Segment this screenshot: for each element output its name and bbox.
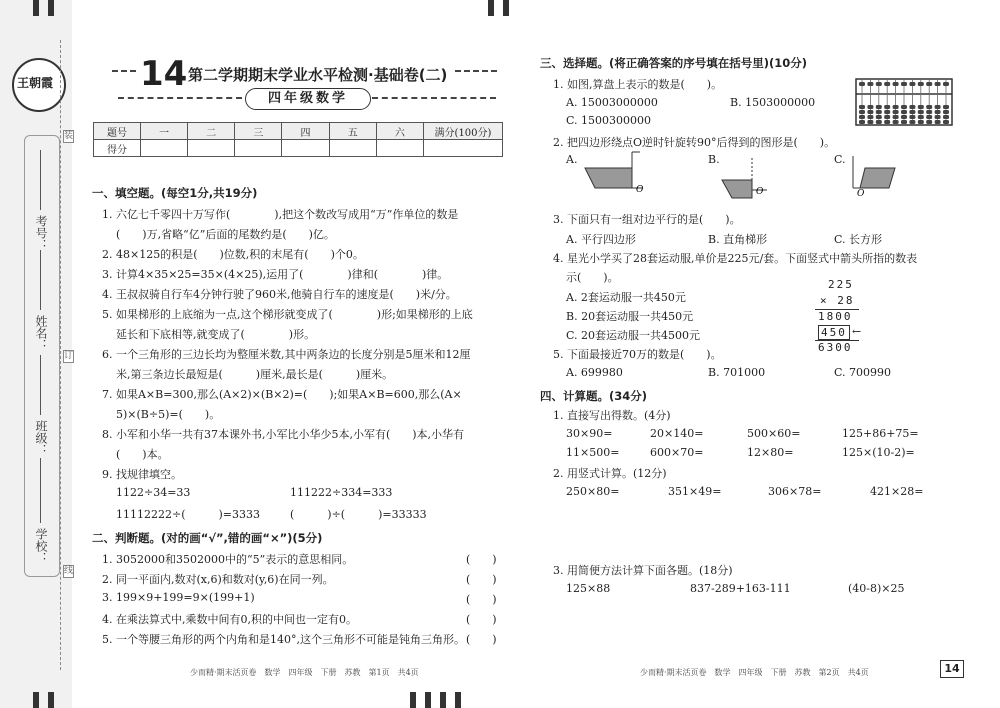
s1-line: 7. 如果A×B=300,那么(A×2)×(B×2)=( );如果A×B=600,那么(A× (102, 388, 462, 401)
abacus-bead (918, 110, 924, 114)
section-3-heading: 三、选择题。(将正确答案的序号填在括号里)(10分) (540, 56, 808, 70)
calc-multiplicand: 225 (828, 278, 854, 291)
bottom-marks-left (33, 692, 54, 708)
q4-text-cont: 示( )。 (566, 271, 619, 284)
abacus-bead (943, 110, 949, 114)
table-cell: 二 (188, 123, 235, 140)
logo-text: 王朝霞 (17, 76, 54, 90)
page-subtitle: 四年级数学 (245, 88, 371, 110)
abacus-bead (893, 82, 899, 86)
binding-mark-3: 线 (64, 566, 74, 576)
score-cell[interactable] (188, 140, 235, 157)
s1-line: 2. 48×125的积是( )位数,积的末尾有( )个0。 (102, 248, 364, 261)
abacus-bead (893, 115, 899, 119)
abacus-bead (893, 110, 899, 114)
abacus-bead (901, 110, 907, 114)
s1-line: 米,第三条边长最短是( )厘米,最长是( )厘米。 (116, 368, 394, 381)
abacus-bead (859, 120, 865, 124)
abacus-bead (901, 82, 907, 86)
section-4-heading: 四、计算题。(34分) (540, 389, 648, 403)
pattern-item: ( )÷( )=33333 (290, 508, 427, 521)
vertical-item: 421×28= (870, 485, 924, 498)
abacus-bead (918, 82, 924, 86)
point-o-label: O (756, 187, 764, 197)
abacus-bead (926, 105, 932, 109)
abacus-bead (884, 82, 890, 86)
calc-partial-1: 1800 (818, 310, 853, 323)
s1-line: 1. 六亿七千零四十万写作( ),把这个数改写成用“万”作单位的数是 (102, 208, 459, 221)
abacus-bead (859, 110, 865, 114)
abacus-bead (901, 105, 907, 109)
judge-blank[interactable]: ( ) (466, 613, 497, 626)
q3-text: 3. 下面只有一组对边平行的是( )。 (553, 213, 741, 226)
abacus-bead (876, 110, 882, 114)
s4-2-text: 2. 用竖式计算。(12分) (553, 467, 667, 480)
q5-option-a: A. 699980 (566, 366, 623, 379)
oral-calc: 125+86+75= (842, 427, 919, 440)
abacus-bead (935, 120, 941, 124)
simplify-item: (40-8)×25 (848, 582, 905, 595)
q2-option-a: A. (566, 153, 578, 166)
score-header-row (94, 123, 503, 140)
abacus-bead (943, 105, 949, 109)
title-dash-right (455, 70, 497, 72)
s2-line: 1. 3052000和3502000中的“5”表示的意思相同。 (102, 553, 354, 566)
binding-line (60, 40, 61, 670)
q5-option-b: B. 701000 (708, 366, 766, 379)
abacus-figure (855, 78, 953, 126)
abacus-bead (918, 115, 924, 119)
name-label: 姓名： (34, 315, 48, 351)
pattern-item: 11112222÷( )=3333 (116, 508, 260, 521)
s4-1-text: 1. 直接写出得数。(4分) (553, 409, 671, 422)
title-dash-left (112, 70, 136, 72)
table-cell: 题号 (94, 123, 141, 140)
score-cell[interactable] (282, 140, 329, 157)
page-number: 14 (940, 660, 964, 678)
oral-calc: 125×(10-2)= (842, 446, 915, 459)
q1-option-b: B. 1503000000 (730, 96, 816, 109)
abacus-bead (884, 120, 890, 124)
oral-calc: 30×90= (566, 427, 613, 440)
abacus-bead (926, 120, 932, 124)
exam-number-line[interactable] (40, 150, 41, 210)
abacus-bead (935, 105, 941, 109)
abacus-bead (926, 115, 932, 119)
page-footer-left: 少而精·期末活页卷 数学 四年级 下册 苏教 第1页 共4页 (190, 668, 419, 677)
s1-line: 9. 找规律填空。 (102, 468, 182, 481)
abacus-bead (859, 115, 865, 119)
rotation-figure-a (580, 148, 650, 200)
abacus-bead (901, 115, 907, 119)
q4-option-b: B. 20套运动服一共450元 (566, 310, 694, 323)
q2-option-c: C. (834, 153, 846, 166)
abacus-bead (867, 110, 873, 114)
calc-product: 6300 (818, 341, 853, 354)
pattern-item: 1122÷34=33 (116, 486, 191, 499)
s1-line: 6. 一个三角形的三边长均为整厘米数,其中两条边的长度分别是5厘米和12厘 (102, 348, 471, 361)
oral-calc: 11×500= (566, 446, 620, 459)
q2-text: 2. 把四边形绕点O逆时针旋转90°后得到的图形是( )。 (553, 136, 836, 149)
abacus-bead (926, 82, 932, 86)
q3-option-c: C. 长方形 (834, 233, 883, 246)
s4-3-text: 3. 用简便方法计算下面各题。(18分) (553, 564, 733, 577)
s1-line: ( )本。 (116, 448, 169, 461)
abacus-bead (901, 120, 907, 124)
abacus-bead (884, 115, 890, 119)
score-cell[interactable] (329, 140, 376, 157)
school-line[interactable] (40, 458, 41, 523)
q4-text: 4. 星光小学买了28套运动服,单价是225元/套。下面竖式中箭头所指的数表 (553, 252, 918, 265)
q1-text: 1. 如图,算盘上表示的数是( )。 (553, 78, 723, 91)
binding-mark-2: 订 (64, 351, 74, 361)
table-cell: 一 (141, 123, 188, 140)
bottom-marks-center (410, 692, 461, 708)
section-1-heading: 一、填空题。(每空1分,共19分) (92, 186, 258, 200)
q4-option-a: A. 2套运动服一共450元 (566, 291, 686, 304)
abacus-bead (876, 82, 882, 86)
name-line[interactable] (40, 250, 41, 310)
abacus-bead (935, 82, 941, 86)
abacus-bead (884, 105, 890, 109)
student-info-box (24, 135, 60, 577)
simplify-item: 125×88 (566, 582, 611, 595)
test-number: 14 (140, 54, 188, 94)
abacus-bead (943, 115, 949, 119)
abacus-bead (918, 120, 924, 124)
abacus-bead (909, 115, 915, 119)
rotation-figure-b (712, 150, 782, 202)
binding-mark-1: 装 (64, 131, 74, 141)
table-cell: 四 (282, 123, 329, 140)
judge-blank[interactable]: ( ) (466, 633, 497, 646)
abacus-bead (909, 110, 915, 114)
abacus-bead (867, 82, 873, 86)
abacus-bead (876, 120, 882, 124)
s2-line: 4. 在乘法算式中,乘数中间有0,积的中间也一定有0。 (102, 613, 357, 626)
abacus-bead (859, 105, 865, 109)
score-cell[interactable] (376, 140, 423, 157)
oral-calc: 500×60= (747, 427, 801, 440)
s2-line: 2. 同一平面内,数对(x,6)和数对(y,6)在同一列。 (102, 573, 334, 586)
abacus-bead (867, 115, 873, 119)
judge-blank[interactable]: ( ) (466, 573, 497, 586)
school-label: 学校： (34, 528, 48, 564)
q3-option-b: B. 直角梯形 (708, 233, 768, 246)
class-line[interactable] (40, 355, 41, 415)
score-row (94, 140, 503, 157)
abacus-bead (935, 115, 941, 119)
rotation-figure-c (845, 148, 915, 200)
score-cell[interactable] (141, 140, 188, 157)
exam-number-label: 考号： (34, 215, 48, 251)
abacus-bead (867, 120, 873, 124)
s2-line: 3. 199×9+199=9×(199+1) (102, 591, 255, 604)
section-2-heading: 二、判断题。(对的画“√”,错的画“×”)(5分) (92, 531, 323, 545)
abacus-bead (935, 110, 941, 114)
class-label: 班级： (34, 420, 48, 456)
s1-line: ( )万,省略“亿”后面的尾数约是( )亿。 (116, 228, 335, 241)
oral-calc: 12×80= (747, 446, 794, 459)
abacus-bead (893, 120, 899, 124)
page-title: 第二学期期末学业水平检测·基础卷(二) (188, 66, 448, 84)
subtitle-dash-left (118, 97, 242, 99)
abacus-bead (909, 105, 915, 109)
oral-calc: 20×140= (650, 427, 704, 440)
arrow-icon: ← (852, 325, 862, 338)
abacus-bead (943, 82, 949, 86)
abacus-bead (876, 115, 882, 119)
pattern-item: 111222÷334=333 (290, 486, 393, 499)
judge-blank[interactable]: ( ) (466, 593, 497, 606)
q4-option-c: C. 20套运动服一共4500元 (566, 329, 701, 342)
point-o-label: O (857, 189, 865, 199)
q2-option-b: B. (708, 153, 720, 166)
s1-line: 3. 计算4×35×25=35×(4×25),运用了( )律和( )律。 (102, 268, 449, 281)
q5-text: 5. 下面最接近70万的数是( )。 (553, 348, 722, 361)
vertical-item: 250×80= (566, 485, 620, 498)
q3-option-a: A. 平行四边形 (566, 233, 636, 246)
abacus-bead (884, 110, 890, 114)
score-cell[interactable] (424, 140, 503, 157)
calc-multiplier: × 28 (820, 294, 855, 307)
abacus-bead (859, 82, 865, 86)
score-cell[interactable] (235, 140, 282, 157)
point-o-label: O (636, 185, 644, 195)
abacus-bead (909, 82, 915, 86)
abacus-bead (926, 110, 932, 114)
q1-option-c: C. 1500300000 (566, 114, 652, 127)
table-cell: 五 (329, 123, 376, 140)
abacus-bead (918, 105, 924, 109)
s1-line: 5)×(B÷5)=( )。 (116, 408, 221, 421)
s1-line: 4. 王叔叔骑自行车4分钟行驶了960米,他骑自行车的速度是( )米/分。 (102, 288, 457, 301)
abacus-bead (867, 105, 873, 109)
table-cell: 得分 (94, 140, 141, 157)
s1-line: 8. 小军和小华一共有37本课外书,小军比小华少5本,小军有( )本,小华有 (102, 428, 465, 441)
calc-partial-2: 450 (818, 325, 850, 340)
simplify-item: 837-289+163-111 (690, 582, 791, 595)
top-marks-center (488, 0, 509, 16)
table-cell: 三 (235, 123, 282, 140)
table-cell: 六 (376, 123, 423, 140)
q5-option-c: C. 700990 (834, 366, 892, 379)
oral-calc: 600×70= (650, 446, 704, 459)
subtitle-dash-right (372, 97, 496, 99)
s1-line: 延长和下底相等,就变成了( )形。 (116, 328, 316, 341)
abacus-bead (876, 105, 882, 109)
s1-line: 5. 如果梯形的上底缩为一点,这个梯形就变成了( )形;如果梯形的上底 (102, 308, 473, 321)
table-cell: 满分(100分) (424, 123, 503, 140)
vertical-item: 306×78= (768, 485, 822, 498)
abacus-bead (893, 105, 899, 109)
score-table (93, 122, 503, 157)
page-footer-right: 少而精·期末活页卷 数学 四年级 下册 苏教 第2页 共4页 (640, 668, 869, 677)
abacus-bead (943, 120, 949, 124)
top-marks-left (33, 0, 54, 16)
s2-line: 5. 一个等腰三角形的两个内角和是140°,这个三角形不可能是钝角三角形。 (102, 633, 465, 646)
vertical-item: 351×49= (668, 485, 722, 498)
abacus-bead (909, 120, 915, 124)
judge-blank[interactable]: ( ) (466, 553, 497, 566)
q1-option-a: A. 15003000000 (566, 96, 658, 109)
